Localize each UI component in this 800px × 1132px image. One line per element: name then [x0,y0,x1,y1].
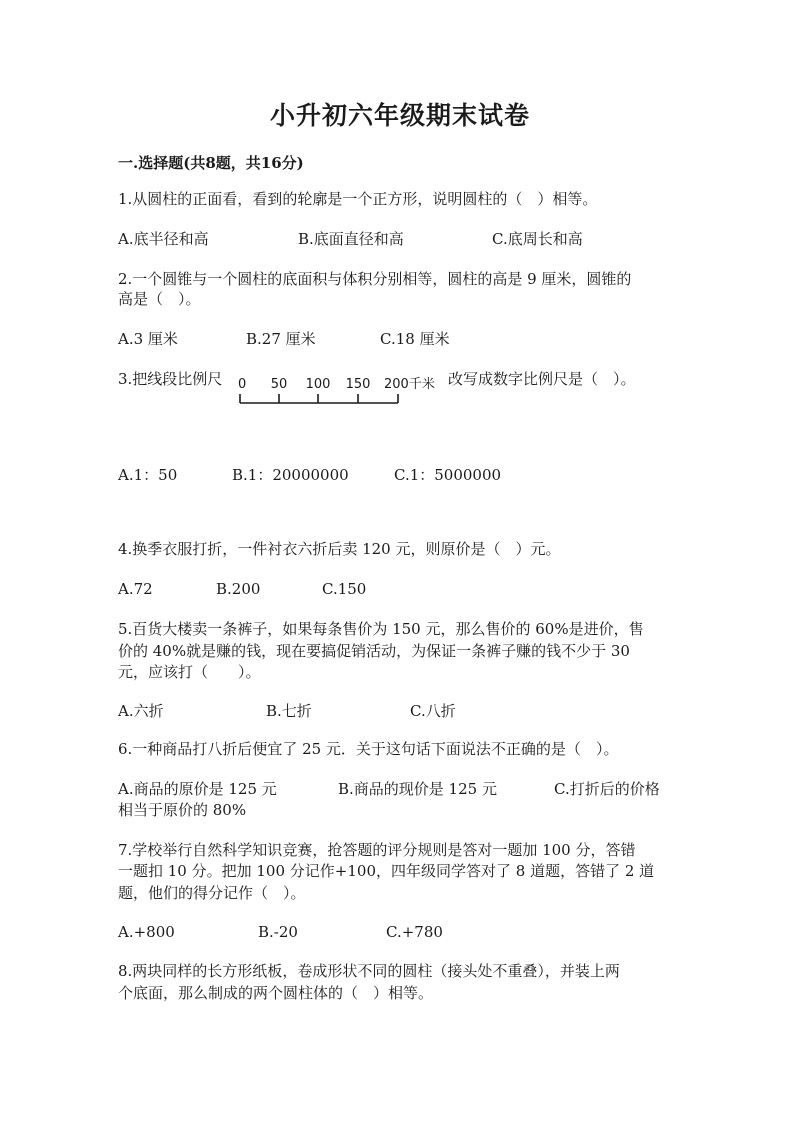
question-5-option-a: A.六折 [118,702,164,720]
question-5-text-line1: 5.百货大楼卖一条裤子，如果每条售价为 150 元，那么售价的 60%是进价，售 [118,620,644,638]
scale-label-200: 200千米 [384,377,435,392]
scale-label-150: 150 [345,377,371,392]
question-1-text: 1.从圆柱的正面看，看到的轮廓是一个正方形，说明圆柱的（ ）相等。 [118,190,598,208]
section-heading: 一.选择题(共8题，共16分) [118,154,304,172]
question-2-text-line1: 2.一个圆锥与一个圆柱的底面积与体积分别相等，圆柱的高是 9 厘米，圆锥的 [118,270,632,288]
question-5-text-line2: 价的 40%就是赚的钱，现在要搞促销活动，为保证一条裤子赚的钱不少于 30 [118,642,630,660]
question-3-option-a: A.1：50 [118,466,178,484]
question-2-text-line2: 高是（ ）。 [118,290,201,308]
question-4-option-c: C.150 [322,580,367,598]
question-7-text-line1: 7.学校举行自然科学知识竞赛，抢答题的评分规则是答对一题加 100 分，答错 [118,841,636,859]
question-2-option-a: A.3 厘米 [118,330,178,348]
question-7-option-a: A.+800 [118,923,175,941]
question-1-option-a: A.底半径和高 [118,230,209,248]
line-segment-scale [236,372,446,410]
question-7-option-c: C.+780 [386,923,443,941]
page-title: 小升初六年级期末试卷 [269,101,530,130]
question-3-text-prefix: 3.把线段比例尺 [118,370,223,388]
question-7-text-line3: 题，他们的得分记作（ ）。 [118,884,306,902]
question-5-text-line3: 元，应该打（ ）。 [118,663,261,681]
question-2-option-b: B.27 厘米 [246,330,316,348]
question-8-text-line2: 个底面，那么制成的两个圆柱体的（ ）相等。 [118,984,434,1002]
question-6-option-b: B.商品的现价是 125 元 [338,780,497,798]
question-3-option-b: B.1：20000000 [232,466,349,484]
question-3-option-c: C.1：5000000 [394,466,502,484]
scale-label-0: 0 [238,377,247,392]
question-6-option-c: C.打折后的价格 [554,780,660,798]
question-1-option-c: C.底周长和高 [492,230,583,248]
scale-label-50: 50 [270,377,288,392]
question-7-text-line2: 一题扣 10 分。把加 100 分记作+100，四年级同学答对了 8 道题，答错了 2 道 [118,862,655,880]
question-6-text: 6.一种商品打八折后便宜了 25 元．关于这句话下面说法不正确的是（ ）。 [118,740,619,758]
question-5-option-b: B.七折 [266,702,312,720]
question-6-option-c-cont: 相当于原价的 80% [118,801,247,819]
question-1-option-b: B.底面直径和高 [298,230,404,248]
question-3-text-suffix: 改写成数字比例尺是（ ）。 [448,370,636,388]
question-2-option-c: C.18 厘米 [380,330,450,348]
question-7-option-b: B.-20 [258,923,298,941]
question-8-text-line1: 8.两块同样的长方形纸板，卷成形状不同的圆柱（接头处不重叠），并装上两 [118,962,620,980]
question-4-text: 4.换季衣服打折，一件衬衣六折后卖 120 元，则原价是（ ）元。 [118,540,561,558]
question-4-option-a: A.72 [118,580,153,598]
question-6-option-a: A.商品的原价是 125 元 [118,780,277,798]
question-5-option-c: C.八折 [410,702,456,720]
question-4-option-b: B.200 [216,580,261,598]
scale-label-100: 100 [305,377,331,392]
